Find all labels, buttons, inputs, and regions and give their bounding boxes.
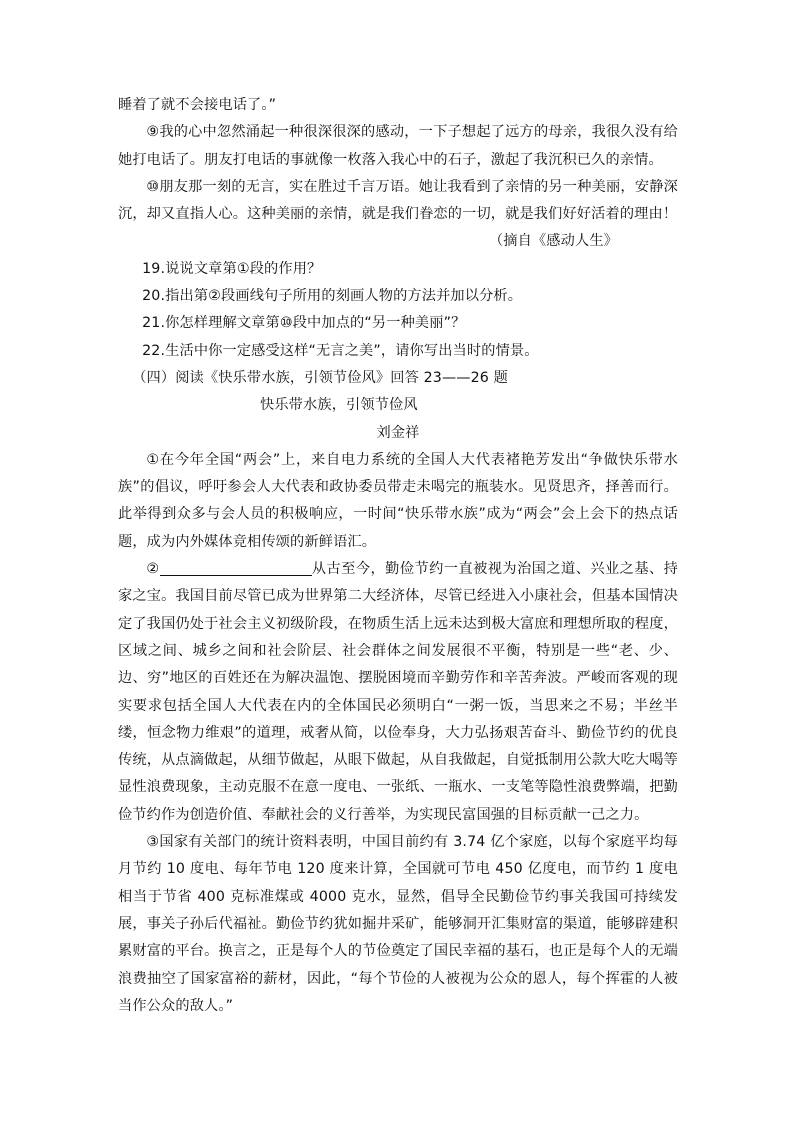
article-paragraph-2 <box>118 556 678 829</box>
article-title: 快乐带水族，引领节俭风 <box>260 397 418 414</box>
source-citation: （摘自《感动人生》 <box>488 233 618 250</box>
fill-in-blank-line <box>160 557 312 576</box>
question-21: 21.你怎样理解文章第⑩段中加点的“另一种美丽”？ <box>142 315 466 332</box>
question-22: 22.生活中你一定感受这样“无言之美”，请你写出当时的情景。 <box>142 342 539 359</box>
article-author: 刘金祥 <box>376 424 420 441</box>
question-20: 20.指出第②段画线句子所用的刻画人物的方法并加以分析。 <box>142 288 523 305</box>
paragraph-top-continuation: 睡着了就不会接电话了。” <box>118 97 277 113</box>
article-paragraph-1: ①在今年全国“两会”上，来自电力系统的全国人大代表褚艳芳发出“争做快乐带水族”的倡议，呼吁参会人大代表和政协委员带走未喝完的瓶装水。见贤思齐，择善而行。此举得到众多与会人员的积极响应，一时间“快乐带水族”成为“两会”会上会下的热点话题，成为内外媒体竞相传颂的新鲜语汇。 <box>118 451 678 550</box>
article-paragraph-2-text: 从古至今，勤俭节约一直被视为治国之道、兴业之基、持家之宝。我国目前尽管已成为世界第二大经济体，尽管已经进入小康社会，但基本国情决定了我国仍处于社会主义初级阶段，在物质生活上远未达到极大富庶和理想所取的程度，区域之间、城乡之间和社会阶层、社会群体之间发展很不平衡，特别是一些“老、少、边、穷”地区的百姓还在为解决温饱、摆脱困境而辛勤劳作和辛苦奔波。严峻而客观的现实要求包括全国人大代表在内的全体国民必须明白“一粥一饭，当思来之不易；半丝半缕，恒念物力维艰”的道理，戒奢从简，以俭奉身，大力弘扬艰苦奋斗、勤俭节约的优良传统，从点滴做起，从细节做起，从眼下做起，从自我做起，自觉抵制用公款大吃大喝等显性浪费现象，主动克服不在意一度电、一张纸、一瓶水、一支笔等隐性浪费弊端，把勤俭节约作为创造价值、奉献社会的义行善举，为实现民富国强的目标贡献一己之力。 <box>118 561 678 823</box>
paragraph-number: ② <box>146 561 160 578</box>
document-body <box>118 92 678 1020</box>
paragraph-9: ⑨我的心中忽然涌起一种很深很深的感动，一下子想起了远方的母亲，我很久没有给她打电话了。朋友打电话的事就像一枚落入我心中的石子，激起了我沉积已久的亲情。 <box>118 124 678 168</box>
question-19: 19.说说文章第①段的作用？ <box>142 260 322 277</box>
section-heading: （四）阅读《快乐带水族，引领节俭风》回答 23——26 题 <box>132 369 508 386</box>
article-paragraph-3: ③国家有关部门的统计资料表明，中国目前约有 3.74 亿个家庭，以每个家庭平均每月节约 10 度电、每年节电 120 度来计算，全国就可节电 450 亿度电，而节约 1 度电相当于节省 400 克标准煤或 4000 克水，显然，倡导全民勤俭节约事关我国可持续发展，事关子孙后代福祉。勤俭节约犹如掘井采矿，能够洞开汇集财富的渠道，能够辟建积累财富的平台。换言之，正是每个人的节俭奠定了国民幸福的基石，也正是每个人的无端浪费抽空了国家富裕的薪材，因此，“每个节俭的人被视为公众的恩人，每个挥霍的人被当作公众的敌人。” <box>118 834 678 1014</box>
paragraph-10: ⑩朋友那一刻的无言，实在胜过千言万语。她让我看到了亲情的另一种美丽，安静深沉，却又直指人心。这种美丽的亲情，就是我们眷恋的一切，就是我们好好活着的理由！ <box>118 178 678 223</box>
